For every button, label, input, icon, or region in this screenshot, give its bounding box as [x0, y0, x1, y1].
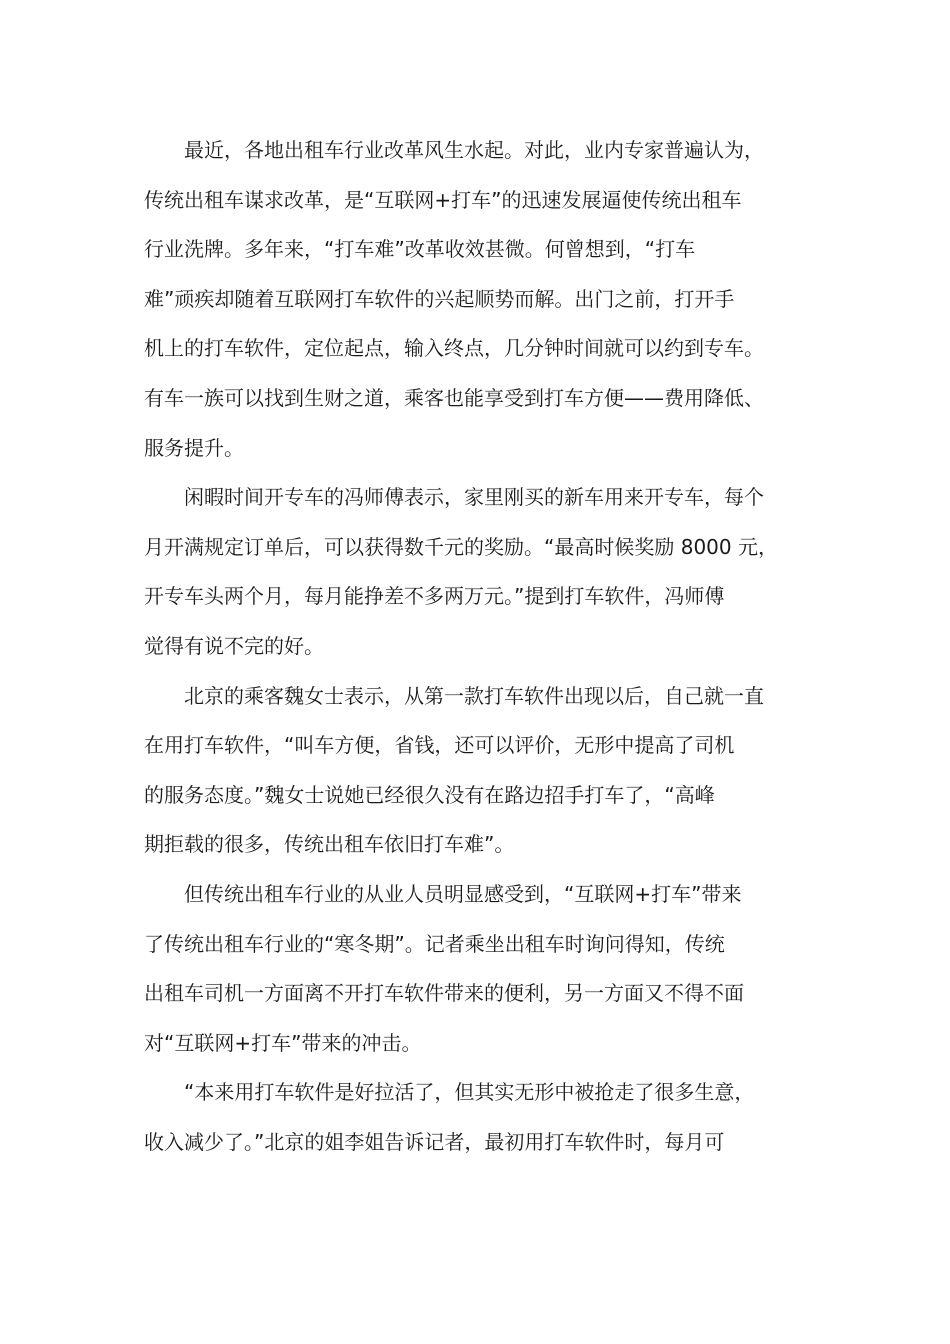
text-line: 开专车头两个月，每月能挣差不多两万元。”提到打车软件，冯师傅	[144, 584, 725, 609]
text-line: 了传统出租车行业的“寒冬期”。记者乘坐出租车时询问得知，传统	[144, 931, 725, 956]
paragraph-5	[144, 1068, 816, 1167]
text-line: 月开满规定订单后，可以获得数千元的奖励。“最高时候奖励 8000 元，	[144, 534, 778, 559]
article-body	[144, 126, 816, 1167]
text-line: 有车一族可以找到生财之道，乘客也能享受到打车方便——费用降低、	[144, 385, 764, 410]
text-line: 最近，各地出租车行业改革风生水起。对此，业内专家普遍认为，	[144, 138, 764, 162]
text-line: 传统出租车谋求改革，是“互联网+打车”的迅速发展逼使传统出租车	[144, 187, 742, 212]
text-line: 机上的打车软件，定位起点，输入终点，几分钟时间就可以约到专车。	[144, 336, 764, 361]
text-line: 收入减少了。”北京的姐李姐告诉记者，最初用打车软件时，每月可	[144, 1129, 725, 1154]
text-line: “本来用打车软件是好拉活了，但其实无形中被抢走了很多生意，	[144, 1080, 755, 1105]
text-line: 服务提升。	[144, 435, 244, 460]
text-line: 的服务态度。”魏女士说她已经很久没有在路边招手打车了，“高峰	[144, 782, 715, 807]
text-line: 出租车司机一方面离不开打车软件带来的便利，另一方面又不得不面	[144, 981, 744, 1006]
text-line: 觉得有说不完的好。	[144, 633, 324, 658]
paragraph-2	[144, 473, 816, 671]
paragraph-4	[144, 870, 816, 1068]
text-line: 行业洗牌。多年来，“打车难”改革收效甚微。何曾想到，“打车	[144, 237, 696, 262]
text-line: 对“互联网+打车”带来的冲击。	[144, 1030, 422, 1055]
paragraph-1	[144, 126, 816, 473]
text-line: 期拒载的很多，传统出租车依旧打车难”。	[144, 832, 515, 857]
text-line: 在用打车软件，“叫车方便，省钱，还可以评价，无形中提高了司机	[144, 733, 735, 758]
text-line: 闲暇时间开专车的冯师傅表示，家里刚买的新车用来开专车，每个	[144, 485, 764, 510]
paragraph-3	[144, 672, 816, 870]
text-line: 难”顽疾却随着互联网打车软件的兴起顺势而解。出门之前，打开手	[144, 286, 735, 311]
text-line: 北京的乘客魏女士表示，从第一款打车软件出现以后，自己就一直	[144, 683, 764, 708]
text-line: 但传统出租车行业的从业人员明显感受到，“互联网+打车”带来	[144, 881, 742, 906]
